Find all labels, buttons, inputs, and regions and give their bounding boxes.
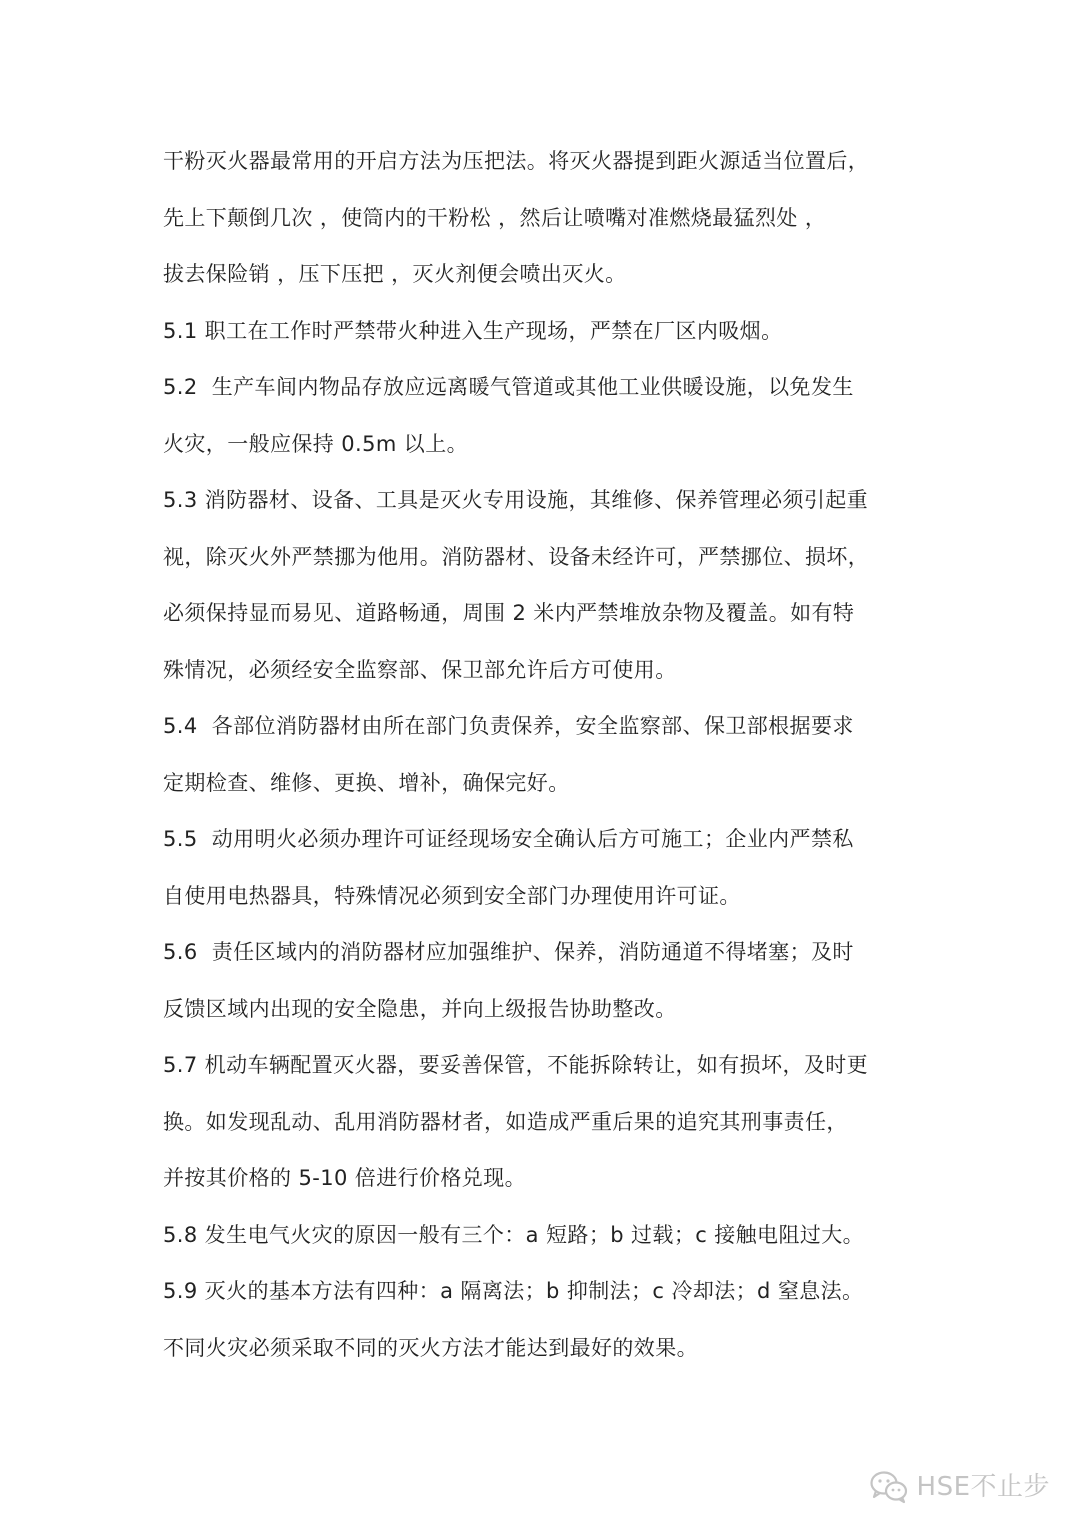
text-line: 5.3 消防器材、设备、工具是灭火专用设施，其维修、保养管理必须引起重 [163, 488, 869, 512]
text-line: 5.7 机动车辆配置灭火器，要妥善保管，不能拆除转让，如有损坏，及时更 [163, 1053, 869, 1077]
text-line: 并按其价格的 5-10 倍进行价格兑现。 [163, 1166, 527, 1190]
text-line: 拔去保险销 ，压下压把 ，灭火剂便会喷出灭火。 [163, 262, 627, 286]
text-line: 反馈区域内出现的安全隐患，并向上级报告协助整改。 [163, 997, 677, 1021]
text-line: 火灾，一般应保持 0.5m 以上。 [163, 432, 469, 456]
text-line: 5.6 责任区域内的消防器材应加强维护、保养，消防通道不得堵塞；及时 [163, 940, 854, 964]
text-line: 殊情况，必须经安全监察部、保卫部允许后方可使用。 [163, 658, 677, 682]
text-line: 5.8 发生电气火灾的原因一般有三个：a 短路；b 过载；c 接触电阻过大。 [163, 1223, 865, 1247]
text-line: 视，除灭火外严禁挪为他用。消防器材、设备未经许可，严禁挪位、损坏， [163, 545, 870, 569]
text-line: 5.5 动用明火必须办理许可证经现场安全确认后方可施工；企业内严禁私 [163, 827, 854, 851]
text-line: 5.2 生产车间内物品存放应远离暖气管道或其他工业供暖设施，以免发生 [163, 375, 854, 399]
text-line: 5.1 职工在工作时严禁带火种进入生产现场，严禁在厂区内吸烟。 [163, 319, 783, 343]
text-line: 必须保持显而易见、道路畅通，周围 2 米内严禁堆放杂物及覆盖。如有特 [163, 601, 855, 625]
text-line: 干粉灭火器最常用的开启方法为压把法。将灭火器提到距火源适当位置后， [163, 149, 870, 173]
text-line: 定期检查、维修、更换、增补，确保完好。 [163, 771, 570, 795]
text-line: 5.4 各部位消防器材由所在部门负责保养，安全监察部、保卫部根据要求 [163, 714, 854, 738]
text-line: 自使用电热器具，特殊情况必须到安全部门办理使用许可证。 [163, 884, 741, 908]
text-line: 换。如发现乱动、乱用消防器材者，如造成严重后果的追究其刑事责任， [163, 1110, 848, 1134]
wechat-icon [869, 1470, 909, 1504]
text-line: 5.9 灭火的基本方法有四种：a 隔离法；b 抑制法；c 冷却法；d 窒息法。 [163, 1279, 864, 1303]
text-line: 不同火灾必须采取不同的灭火方法才能达到最好的效果。 [163, 1336, 698, 1360]
watermark [869, 1467, 1050, 1507]
text-line: 先上下颠倒几次 ，使筒内的干粉松 ，然后让喷嘴对准燃烧最猛烈处 ， [163, 206, 827, 230]
watermark-text: HSE不止步 [916, 1472, 1050, 1502]
